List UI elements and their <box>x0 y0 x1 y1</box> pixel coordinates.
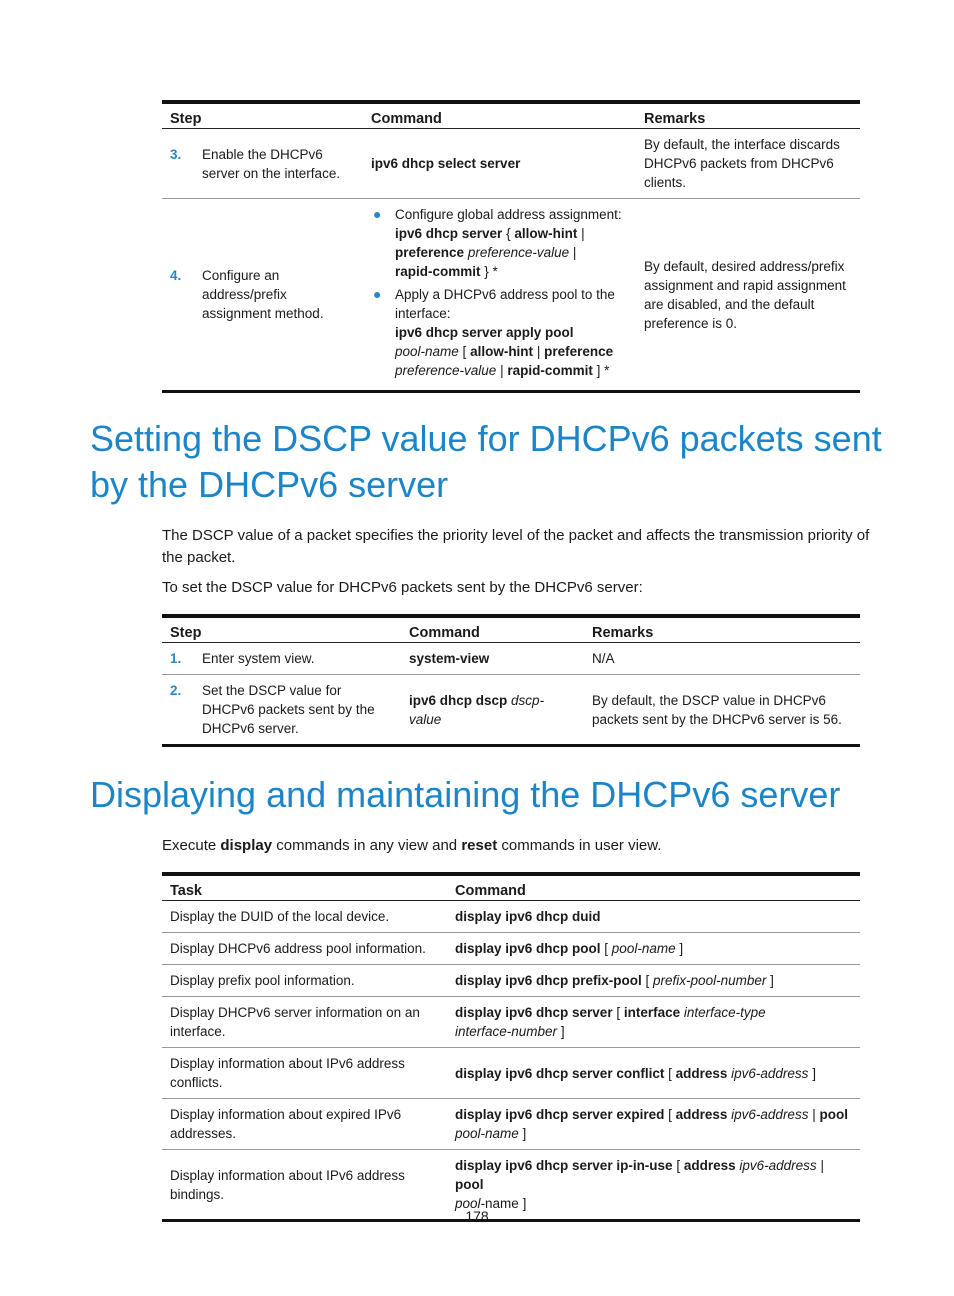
task-cell: Display prefix pool information. <box>162 965 447 997</box>
table-row <box>162 199 860 392</box>
display-commands-table <box>162 872 860 1222</box>
text-run: commands in user view. <box>497 837 662 854</box>
bullet-icon: ● <box>373 286 382 302</box>
list-item: ● Configure global address assignment: ipv6 dhcp server { allow-hint | preference preference-value | rapid-commit } * <box>373 206 622 279</box>
table-row <box>162 129 860 199</box>
command-cell: display ipv6 dhcp server expired [ address ipv6-address | pool pool-name ] <box>447 1099 860 1150</box>
list-item: ● Apply a DHCPv6 address pool to the interface: ipv6 dhcp server apply pool pool-name [ allow-hint | preference preference-value | rapid-commit ] * <box>373 286 615 378</box>
header-command: Command <box>401 616 584 643</box>
step-number: 1. <box>170 651 182 666</box>
table-row <box>162 643 860 675</box>
task-cell: Display information about IPv6 address conflicts. <box>162 1048 447 1099</box>
command-argument: ipv6-address <box>731 1065 809 1081</box>
remarks-cell: By default, the DSCP value in DHCPv6 packets sent by the DHCPv6 server is 56. <box>584 675 860 746</box>
task-cell: Display DHCPv6 address pool information. <box>162 933 447 965</box>
step-number: 4. <box>170 268 182 283</box>
table-header-row <box>162 874 860 901</box>
remarks-cell: N/A <box>584 643 860 675</box>
table-header-row <box>162 616 860 643</box>
table-header-row <box>162 102 860 129</box>
body-paragraph: The DSCP value of a packet specifies the priority level of the packet and affects the transmission priority of the packet. <box>162 527 870 566</box>
step-text: Set the DSCP value for DHCPv6 packets sent by the DHCPv6 server. <box>202 683 375 736</box>
keyword-reset: reset <box>461 837 498 854</box>
bullet-icon: ● <box>373 206 382 222</box>
header-remarks: Remarks <box>584 616 860 643</box>
command-keyword: preference <box>544 344 614 359</box>
command-argument: preference-value <box>467 245 570 260</box>
command-cell: display ipv6 dhcp server ip-in-use [ address ipv6-address | pool pool-name ] <box>447 1150 860 1221</box>
command-keyword: allow-hint <box>514 226 578 241</box>
bullet-intro: Apply a DHCPv6 address pool to the interface: <box>395 287 615 321</box>
header-command: Command <box>447 874 860 901</box>
command-argument: interface-number <box>455 1024 558 1039</box>
step-cell <box>162 199 363 392</box>
command-keyword: allow-hint <box>470 344 534 359</box>
command-keyword: interface <box>623 1005 681 1020</box>
command-keyword: display ipv6 dhcp prefix-pool <box>455 973 642 988</box>
task-cell: Display information about IPv6 address bindings. <box>162 1150 447 1221</box>
command-argument: ipv6-address <box>731 1107 809 1122</box>
table-row <box>162 1048 860 1099</box>
command-argument: pool-name <box>611 941 676 956</box>
command-bullet-list <box>371 205 628 380</box>
step-cell <box>162 643 401 675</box>
command-keyword: pool <box>819 1107 848 1122</box>
header-task: Task <box>162 874 447 901</box>
task-cell: Display DHCPv6 server information on an interface. <box>162 997 447 1048</box>
step-number: 2. <box>170 683 182 698</box>
command-keyword: display ipv6 dhcp duid <box>455 909 601 924</box>
command-argument: interface-type <box>683 1005 766 1020</box>
body-paragraph <box>162 835 872 857</box>
command-cell <box>401 643 584 675</box>
body-paragraph: To set the DSCP value for DHCPv6 packets sent by the DHCPv6 server: <box>162 579 643 596</box>
command-cell: display ipv6 dhcp server conflict [ address ipv6-address ] <box>447 1048 860 1099</box>
table-row <box>162 933 860 965</box>
command-text: system-view <box>409 651 490 666</box>
command-keyword: ipv6 dhcp server apply pool <box>395 325 574 340</box>
task-cell: Display information about expired IPv6 addresses. <box>162 1099 447 1150</box>
command-keyword: address <box>675 1107 728 1122</box>
command-keyword: pool <box>455 1177 484 1192</box>
command-keyword: address <box>675 1065 728 1081</box>
command-cell <box>363 129 636 199</box>
command-keyword: preference <box>395 245 465 260</box>
command-text: ipv6 dhcp select server <box>371 156 521 171</box>
step-text: Configure an address/prefix assignment method. <box>202 268 324 321</box>
bullet-intro: Configure global address assignment: <box>395 207 622 222</box>
command-argument: dscp-value <box>409 692 545 727</box>
step-number: 3. <box>170 146 182 162</box>
command-cell: display ipv6 dhcp server [ interface interface-type interface-number ] <box>447 997 860 1048</box>
command-keyword: address <box>683 1158 736 1173</box>
header-remarks: Remarks <box>636 102 860 129</box>
command-keyword: rapid-commit <box>507 363 593 378</box>
table-row <box>162 965 860 997</box>
table-row <box>162 997 860 1048</box>
section-heading: Setting the DSCP value for DHCPv6 packets sent by the DHCPv6 server <box>90 418 882 505</box>
command-keyword: display ipv6 dhcp server ip-in-use <box>455 1158 673 1173</box>
text-run: commands in any view and <box>272 837 462 854</box>
command-keyword: display ipv6 dhcp pool <box>455 941 601 956</box>
header-step: Step <box>162 102 363 129</box>
header-step: Step <box>162 616 401 643</box>
table-row <box>162 1099 860 1150</box>
command-cell <box>401 675 584 746</box>
remarks-cell: By default, desired address/prefix assignment and rapid assignment are disabled, and the default preference is 0. <box>636 199 860 392</box>
step-cell <box>162 675 401 746</box>
command-text: ipv6 dhcp dscp <box>409 692 508 708</box>
command-argument: pool-name <box>455 1126 519 1141</box>
command-cell <box>363 199 636 392</box>
step-text: Enable the DHCPv6 server on the interface. <box>202 146 341 181</box>
command-argument: pool- <box>455 1196 486 1211</box>
remarks-cell: By default, the interface discards DHCPv6 packets from DHCPv6 clients. <box>636 129 860 199</box>
task-cell: Display the DUID of the local device. <box>162 901 447 933</box>
step-text: Enter system view. <box>202 651 315 666</box>
page-number: 178 <box>465 1208 489 1224</box>
command-argument: pool-name <box>395 344 459 359</box>
command-text: name <box>485 1196 519 1211</box>
text-run: Execute <box>162 837 221 854</box>
command-argument: prefix-pool-number <box>653 973 767 988</box>
table-row <box>162 901 860 933</box>
command-cell: display ipv6 dhcp prefix-pool [ prefix-pool-number ] <box>447 965 860 997</box>
keyword-display: display <box>220 837 273 854</box>
config-steps-table <box>162 100 860 393</box>
command-keyword: display ipv6 dhcp server <box>455 1005 613 1020</box>
command-keyword: rapid-commit <box>395 264 481 279</box>
command-argument: ipv6-address <box>739 1158 817 1173</box>
command-cell: display ipv6 dhcp pool [ pool-name ] <box>447 933 860 965</box>
command-cell <box>447 901 860 933</box>
section-heading: Displaying and maintaining the DHCPv6 server <box>90 774 841 815</box>
command-keyword: display ipv6 dhcp server conflict <box>455 1065 665 1081</box>
command-keyword: ipv6 dhcp server <box>395 226 503 241</box>
command-keyword: display ipv6 dhcp server expired <box>455 1107 665 1122</box>
command-argument: preference-value <box>395 363 497 378</box>
header-command: Command <box>363 102 636 129</box>
table-row <box>162 675 860 746</box>
dscp-steps-table <box>162 614 860 747</box>
step-cell <box>162 129 363 199</box>
